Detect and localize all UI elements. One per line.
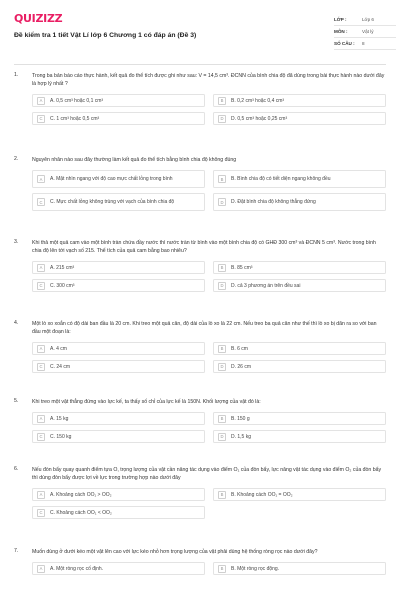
meta-value: Lớp 6 (362, 17, 374, 22)
answer-option-a[interactable] (32, 94, 205, 107)
worksheet-header (14, 12, 386, 60)
option-text: B. 6 cm (231, 345, 248, 352)
question-text: Trong ba bản báo cáo thực hành, kết quả đo thể tích được ghi như sau: V = 14,5 cm³. ĐCNN của bình chia độ đã dùng trong bài thực hành nào dưới đây là hợp lý nhất ? (32, 73, 385, 87)
answer-option-d[interactable] (213, 430, 386, 443)
option-letter-badge: A (37, 491, 45, 499)
option-text: C. 1 cm³ hoặc 0,5 cm³ (50, 115, 100, 122)
option-letter-badge: D (218, 115, 226, 123)
question-3 (14, 239, 386, 292)
option-text: B. 85 cm³ (231, 264, 253, 271)
answer-option-a[interactable] (32, 170, 205, 188)
question-number: 7. (14, 548, 19, 554)
answer-option-c[interactable] (32, 506, 205, 519)
question-5 (14, 398, 386, 443)
question-6 (14, 466, 386, 519)
meta-row-subject (334, 26, 396, 38)
option-text: C. 24 cm (50, 363, 71, 370)
option-text: D. cả 3 phương án trên đều sai (231, 282, 301, 289)
option-text: A. Khoảng cách OO₁ > OO₂ (50, 491, 112, 498)
question-number: 2. (14, 156, 19, 162)
option-text: A. 4 cm (50, 345, 67, 352)
question-number: 5. (14, 398, 19, 404)
answer-option-b[interactable] (213, 94, 386, 107)
answer-option-d[interactable] (213, 112, 386, 125)
option-text: D. 26 cm (231, 363, 252, 370)
answer-option-c[interactable] (32, 430, 205, 443)
option-letter-badge: B (218, 415, 226, 423)
option-letter-badge: C (37, 509, 45, 517)
option-text: D. Đặt bình chia độ không thẳng đứng (231, 199, 316, 205)
answer-options (32, 342, 386, 373)
option-text: C. 300 cm³ (50, 282, 75, 289)
question-number: 1. (14, 72, 19, 78)
option-text: C. 150 kg (50, 433, 72, 440)
answer-option-b[interactable] (213, 488, 386, 501)
answer-option-d[interactable] (213, 193, 386, 211)
option-letter-badge: D (218, 198, 226, 206)
option-letter-badge: B (218, 97, 226, 105)
answer-option-a[interactable] (32, 488, 205, 501)
meta-row-count (334, 38, 396, 50)
meta-label: LỚP : (334, 17, 347, 22)
option-letter-badge: B (218, 264, 226, 272)
meta-value: Vật lý (362, 29, 374, 34)
answer-option-d[interactable] (213, 360, 386, 373)
option-text: B. Bình chia độ có tiết diện ngang không đều (231, 176, 331, 182)
option-text: A. 15 kg (50, 415, 69, 422)
option-letter-badge: A (37, 345, 45, 353)
meta-row-class (334, 14, 396, 26)
option-text: A. Mặt nhìn ngang với độ cao mực chất lỏng trong bình (50, 176, 173, 182)
question-1 (14, 72, 386, 125)
option-text: A. Một ròng rọc cố định. (50, 565, 104, 572)
option-letter-badge: C (37, 363, 45, 371)
option-letter-badge: C (37, 115, 45, 123)
header-divider (14, 64, 386, 65)
question-4 (14, 320, 386, 373)
option-letter-badge: A (37, 565, 45, 573)
option-text: B. 150 g (231, 415, 250, 422)
answer-option-a[interactable] (32, 412, 205, 425)
option-text: C. Khoảng cách OO₁ < OO₂ (50, 509, 112, 516)
option-text: B. 0,2 cm³ hoặc 0,4 cm³ (231, 97, 285, 104)
option-letter-badge: B (218, 345, 226, 353)
question-number: 4. (14, 320, 19, 326)
option-text: A. 215 cm³ (50, 264, 75, 271)
answer-option-a[interactable] (32, 261, 205, 274)
question-2 (14, 156, 386, 211)
answer-option-a[interactable] (32, 342, 205, 355)
option-text: A. 0,5 cm³ hoặc 0,1 cm³ (50, 97, 104, 104)
option-letter-badge: A (37, 97, 45, 105)
question-text: Khi treo một vật thẳng đứng vào lực kế, ta thấy số chỉ của lực kế là 150N. Khối lượng của vật đó là: (32, 399, 261, 405)
option-text: C. Mực chất lỏng không trùng với vạch của bình chia độ (50, 199, 175, 205)
answer-option-c[interactable] (32, 112, 205, 125)
question-text: Muốn dùng ở dưới kéo một vật lên cao với lực kéo nhỏ hơn trọng lượng của vật phải dùng hệ thống ròng rọc nào dưới đây? (32, 549, 318, 555)
answer-options (32, 94, 386, 125)
meta-value: 8 (362, 41, 365, 46)
answer-option-d[interactable] (213, 279, 386, 292)
option-text: B. Khoảng cách OO₁ = OO₂ (231, 491, 293, 498)
question-text: Nếu đòn bẩy quay quanh điểm tựa O, trọng lượng của vật cần nâng tác dụng vào điểm O₁ của đòn bẩy, lực nâng vật tác dụng vào điểm O₂ của đòn bẩy thì dùng đòn bẩy được lợi về lực trong trường hợp nào dưới đây (32, 467, 382, 481)
answer-option-b[interactable] (213, 412, 386, 425)
option-letter-badge: B (218, 565, 226, 573)
answer-options (32, 261, 386, 292)
option-text: D. 1,5 kg (231, 433, 252, 440)
option-text: B. Một ròng rọc động. (231, 565, 280, 572)
answer-option-b[interactable] (213, 170, 386, 188)
option-letter-badge: D (218, 433, 226, 441)
question-number: 6. (14, 466, 19, 472)
answer-options (32, 562, 386, 575)
option-letter-badge: D (218, 282, 226, 290)
option-text: D. 0,5 cm³ hoặc 0,25 cm³ (231, 115, 288, 122)
option-letter-badge: D (218, 363, 226, 371)
option-letter-badge: A (37, 415, 45, 423)
worksheet-meta (334, 14, 396, 50)
option-letter-badge: B (218, 491, 226, 499)
answer-option-c[interactable] (32, 360, 205, 373)
option-letter-badge: C (37, 282, 45, 290)
answer-option-c[interactable] (32, 193, 205, 211)
option-letter-badge: A (37, 175, 45, 183)
answer-options (32, 170, 386, 211)
question-text: Một lò xo xoắn có độ dài ban đầu là 20 cm. Khi treo một quả cân, độ dài của lò xo là 22 cm. Nếu treo ba quả cân như thế thì lò xo bị dãn ra so với ban đầu một đoạn là: (32, 321, 377, 335)
answer-option-b[interactable] (213, 261, 386, 274)
question-text: Nguyên nhân nào sau đây thường làm kết quả đo thể tích bằng bình chia độ không đúng (32, 157, 237, 163)
option-letter-badge: A (37, 264, 45, 272)
answer-option-c[interactable] (32, 279, 205, 292)
answer-options (32, 412, 386, 443)
option-letter-badge: C (37, 198, 45, 206)
answer-option-a[interactable] (32, 562, 205, 575)
question-number: 3. (14, 239, 19, 245)
meta-label: SỐ CÂU : (334, 41, 355, 46)
question-7 (14, 548, 386, 575)
meta-label: MÔN : (334, 29, 348, 34)
answer-options (32, 488, 386, 519)
quizizz-logo: QUIZIZZ (14, 12, 63, 25)
option-letter-badge: C (37, 433, 45, 441)
question-text: Khi thả một quả cam vào một bình tràn chứa đầy nước thì nước tràn từ bình vào một bình chia độ có GHĐ 300 cm³ và ĐCNN 5 cm³. Nước trong bình chia độ lên tới vạch số 215. Thể tích của quả cam bằng bao nhiêu? (32, 240, 376, 254)
answer-option-b[interactable] (213, 562, 386, 575)
worksheet-title: Đề kiểm tra 1 tiết Vật Lí lớp 6 Chương 1 có đáp án (Đề 3) (14, 32, 197, 39)
option-letter-badge: B (218, 175, 226, 183)
answer-option-b[interactable] (213, 342, 386, 355)
